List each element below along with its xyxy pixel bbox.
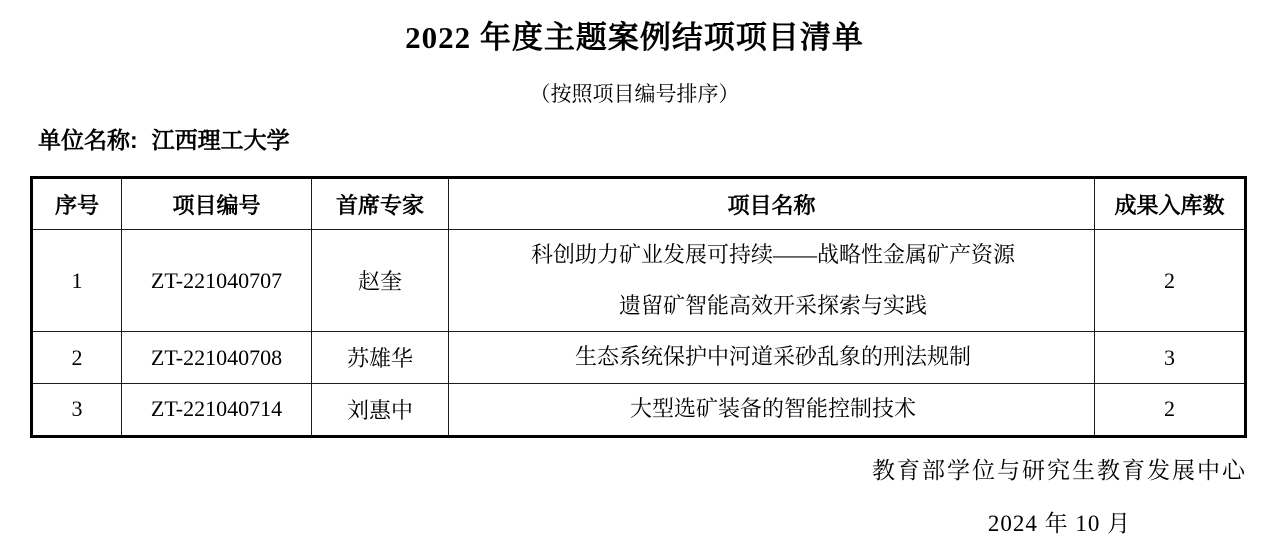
cell-project-code: ZT-221040707 — [122, 230, 312, 332]
document-footer — [872, 452, 1247, 538]
header-chief-expert: 首席专家 — [312, 178, 449, 230]
project-table — [30, 176, 1247, 438]
table-row — [32, 384, 1246, 437]
header-project-name: 项目名称 — [449, 178, 1095, 230]
table-row — [32, 332, 1246, 384]
header-no: 序号 — [32, 178, 122, 230]
page-title: 2022 年度主题案例结项项目清单 — [405, 20, 864, 55]
cell-result-count: 3 — [1095, 332, 1246, 384]
cell-chief-expert: 苏雄华 — [312, 332, 449, 384]
cell-chief-expert: 刘惠中 — [312, 384, 449, 437]
page-subtitle: （按照项目编号排序） — [529, 82, 740, 106]
footer-organization: 教育部学位与研究生教育发展中心 — [872, 458, 1247, 483]
project-name-line: 生态系统保护中河道采砂乱象的刑法规制 — [574, 344, 971, 370]
header-result-count: 成果入库数 — [1095, 178, 1246, 230]
footer-date: 2024 年 10 月 — [987, 511, 1132, 536]
unit-name-line — [38, 122, 290, 155]
table-header-row — [32, 178, 1246, 230]
cell-project-name — [449, 384, 1095, 437]
cell-chief-expert: 赵奎 — [312, 230, 449, 332]
cell-result-count: 2 — [1095, 230, 1246, 332]
header-project-code: 项目编号 — [122, 178, 312, 230]
project-name-line: 遗留矿智能高效开采探索与实践 — [618, 292, 927, 318]
cell-no: 2 — [32, 332, 122, 384]
cell-project-name — [449, 230, 1095, 332]
cell-project-code: ZT-221040714 — [122, 384, 312, 437]
cell-no: 1 — [32, 230, 122, 332]
project-name-line: 科创助力矿业发展可持续——战略性金属矿产资源 — [530, 242, 1015, 267]
table-row — [32, 230, 1246, 332]
cell-project-name — [449, 332, 1095, 384]
cell-result-count: 2 — [1095, 384, 1246, 437]
unit-name-value: 江西理工大学 — [151, 127, 290, 153]
unit-name-label: 单位名称: — [38, 127, 138, 153]
cell-no: 3 — [32, 384, 122, 437]
cell-project-code: ZT-221040708 — [122, 332, 312, 384]
project-name-line: 大型选矿装备的智能控制技术 — [629, 396, 916, 422]
